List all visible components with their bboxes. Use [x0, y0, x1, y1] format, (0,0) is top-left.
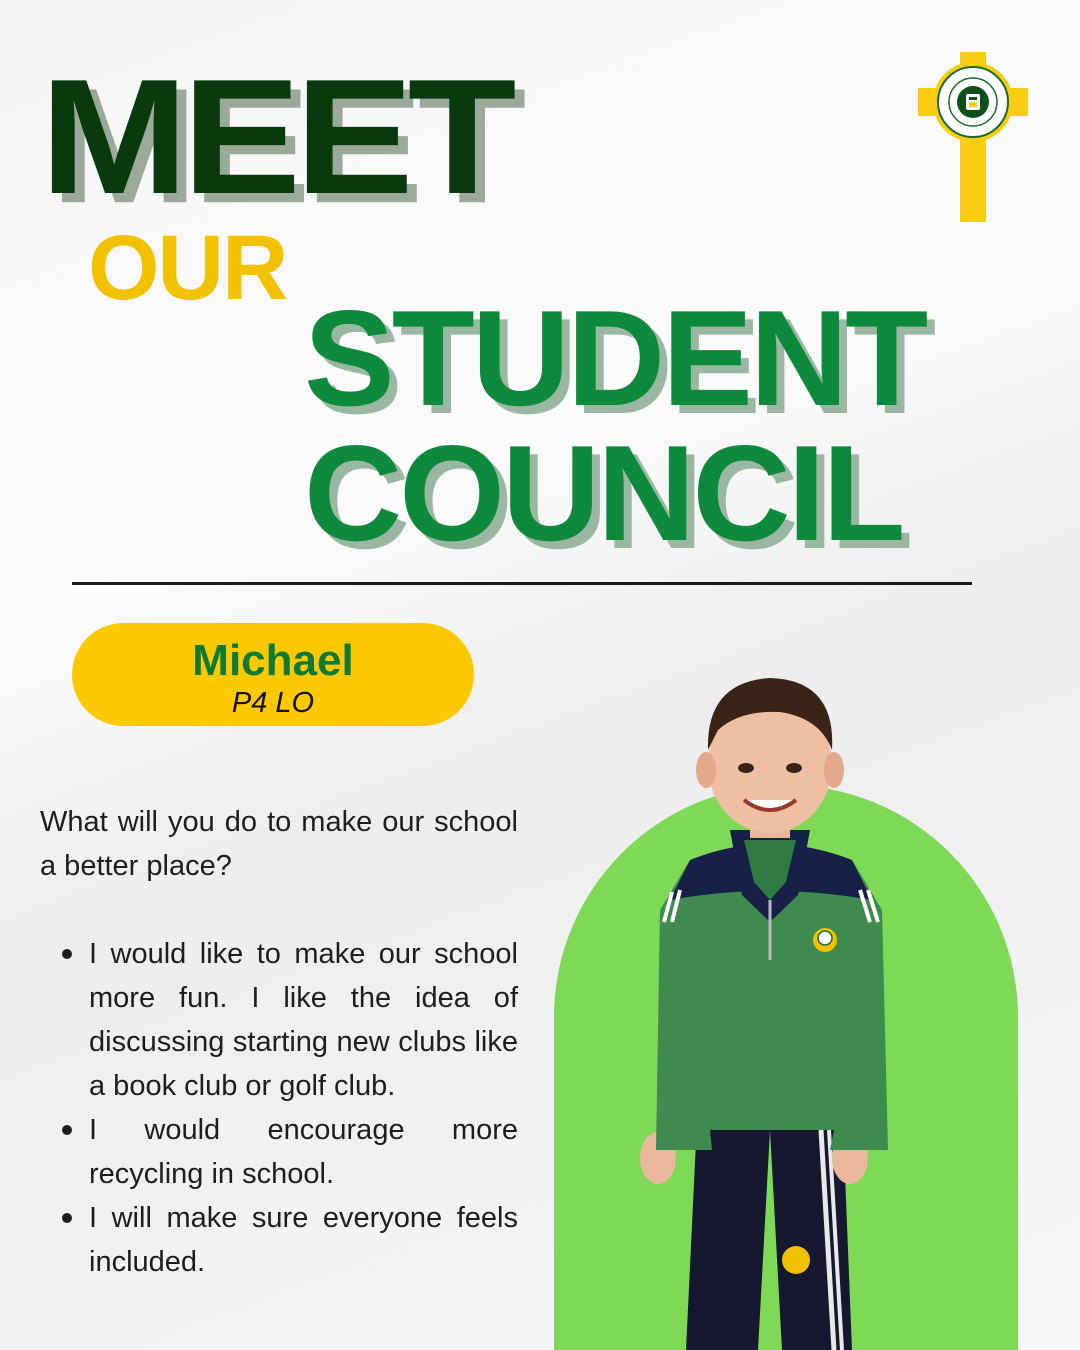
- list-item: [40, 932, 518, 1108]
- list-item: [40, 1196, 518, 1284]
- name-badge: [72, 623, 474, 726]
- school-crest-cross-icon: [918, 52, 1028, 222]
- headline-council: COUNCIL: [304, 417, 903, 569]
- student-photo: [620, 660, 920, 1350]
- bullet-icon: [62, 949, 72, 959]
- student-class: P4 LO: [231, 687, 315, 719]
- headline-our: OUR: [88, 217, 287, 319]
- bullet-icon: [62, 1125, 72, 1135]
- divider: [72, 582, 972, 585]
- list-item: [40, 1108, 518, 1196]
- answer-text: I would like to make our school more fun. I like the idea of discussing starting new clubs like a book club or golf club.: [89, 938, 518, 1102]
- bullet-icon: [62, 1213, 72, 1223]
- question-text: What will you do to make our school a better place?: [40, 806, 518, 882]
- answer-text: I would encourage more recycling in school.: [89, 1114, 518, 1190]
- answers-list: [40, 932, 518, 1284]
- student-name: Michael: [192, 636, 354, 685]
- headline-meet: MEET: [40, 44, 511, 228]
- answer-text: I will make sure everyone feels included.: [89, 1202, 518, 1278]
- headline-student: STUDENT: [304, 282, 926, 434]
